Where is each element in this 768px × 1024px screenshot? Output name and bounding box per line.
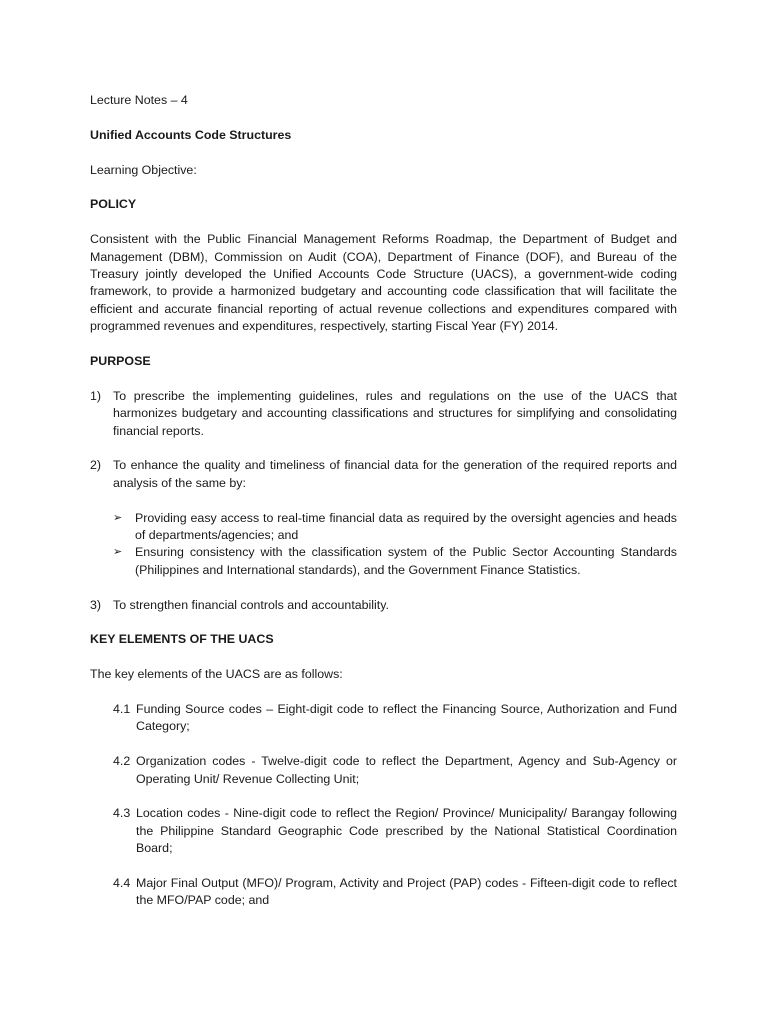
purpose-item-text: To strengthen financial controls and accountability. [113, 597, 389, 612]
key-element-text: Organization codes - Twelve-digit code to reflect the Department, Agency and Sub-Agency or Operating Unit/ Revenue Collecting Unit; [136, 754, 677, 786]
policy-heading: POLICY [90, 197, 137, 212]
policy-body: Consistent with the Public Financial Management Reforms Roadmap, the Department of Budget and Management (DBM), Commission on Audit (COA), Department of Finance (DOF), and Bureau of the Treasury jointly developed the Unified Accounts Code Structure (UACS), a government-wide coding framework, to provide a harmonized budgetary and accounting code classification that will facilitate the efficient and accurate financial reporting of actual revenue collections and expenditures compared with programmed revenues and expenditures, respectively, starting Fiscal Year (FY) 2014. [90, 232, 677, 334]
purpose-item-text: To enhance the quality and timeliness of financial data for the generation of the required reports and analysis of the same by: [113, 458, 677, 490]
purpose-item-number: 1) [90, 388, 102, 403]
key-element-number: 4.3 [113, 806, 131, 821]
arrow-bullet-icon: ➢ [113, 511, 123, 524]
purpose-item-number: 3) [90, 597, 102, 612]
key-elements-list [90, 701, 677, 910]
learning-objective-label: Learning Objective: [90, 162, 197, 177]
key-elements-heading: KEY ELEMENTS OF THE UACS [90, 632, 274, 647]
key-element-item [113, 875, 677, 910]
key-element-number: 4.1 [113, 702, 131, 717]
purpose-item-number: 2) [90, 458, 102, 473]
purpose-item-2 [90, 457, 677, 492]
document-page [90, 92, 677, 927]
key-element-item [113, 805, 677, 857]
document-title: Unified Accounts Code Structures [90, 127, 292, 142]
purpose-item-3 [90, 597, 677, 614]
bullet-text: Ensuring consistency with the classification system of the Public Sector Accounting Standards (Philippines and International standards), and the Government Finance Statistics. [135, 545, 677, 577]
lecture-number: Lecture Notes – 4 [90, 93, 188, 107]
purpose-item-1 [90, 388, 677, 440]
purpose-heading: PURPOSE [90, 354, 151, 369]
key-element-number: 4.4 [113, 876, 131, 891]
bullet-text: Providing easy access to real-time financial data as required by the oversight agencies and heads of departments/agencies; and [135, 510, 677, 543]
key-element-item [113, 753, 677, 788]
key-element-text: Major Final Output (MFO)/ Program, Activity and Project (PAP) codes - Fifteen-digit code to reflect the MFO/PAP code; and [136, 876, 677, 908]
purpose-bullet-item [113, 544, 677, 579]
key-element-text: Funding Source codes – Eight-digit code to reflect the Financing Source, Authorization and Fund Category; [136, 702, 677, 734]
key-element-text: Location codes - Nine-digit code to reflect the Region/ Province/ Municipality/ Barangay following the Philippine Standard Geographic Code prescribed by the National Statistical Coordination Board; [136, 806, 677, 856]
purpose-bullet-list [113, 510, 677, 580]
key-element-number: 4.2 [113, 754, 131, 769]
key-element-item [113, 701, 677, 736]
purpose-bullet-item [113, 510, 677, 545]
key-elements-intro: The key elements of the UACS are as follows: [90, 667, 343, 682]
arrow-bullet-icon: ➢ [113, 546, 123, 559]
purpose-item-text: To prescribe the implementing guidelines, rules and regulations on the use of the UACS that harmonizes budgetary and accounting classifications and structures for simplifying and consolidating financial reports. [113, 388, 677, 438]
